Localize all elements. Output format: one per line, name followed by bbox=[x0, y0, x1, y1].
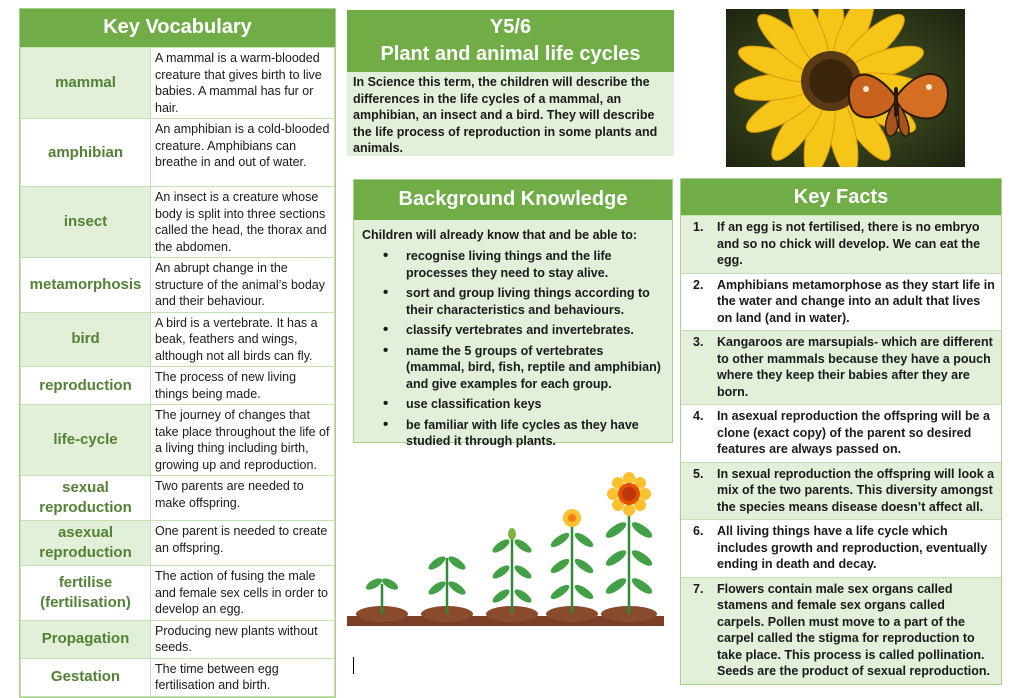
text-cursor bbox=[353, 657, 354, 674]
vocabulary-definition: A bird is a vertebrate. It has a beak, feathers and wings, although not all birds can fly. bbox=[151, 312, 335, 367]
vocabulary-row bbox=[21, 476, 335, 521]
vocabulary-term: sexual reproduction bbox=[21, 476, 151, 521]
key-fact-item bbox=[681, 577, 1001, 684]
plant-growth-illustration bbox=[347, 468, 664, 633]
key-fact-item bbox=[681, 330, 1001, 404]
key-fact-text: In sexual reproduction the offspring will look a mix of the two parents. This diversity amongst the species means disease doesn’t affect all. bbox=[717, 466, 995, 514]
vocabulary-definition: The time between egg fertilisation and birth. bbox=[151, 658, 335, 696]
vocabulary-term: amphibian bbox=[21, 119, 151, 187]
vocabulary-definition: Two parents are needed to make offspring. bbox=[151, 476, 335, 521]
background-list bbox=[354, 248, 672, 450]
vocabulary-term: metamorphosis bbox=[21, 258, 151, 313]
vocabulary-row bbox=[21, 405, 335, 476]
vocabulary-row bbox=[21, 48, 335, 119]
vocabulary-term: Gestation bbox=[21, 658, 151, 696]
vocabulary-term: mammal bbox=[21, 48, 151, 119]
background-item: • name the 5 groups of vertebrates (mammal, bird, fish, reptile and amphibian) and give examples for each group. bbox=[406, 343, 664, 393]
key-facts-panel bbox=[680, 178, 1002, 685]
vocabulary-row bbox=[21, 620, 335, 658]
vocabulary-row bbox=[21, 658, 335, 696]
key-fact-number: 4. bbox=[693, 409, 704, 423]
vocabulary-term: insect bbox=[21, 187, 151, 258]
vocabulary-definition: An insect is a creature whose body is split into three sections called the head, the thorax and the abdomen. bbox=[151, 187, 335, 258]
key-fact-text: In asexual reproduction the offspring will be a clone (exact copy) of the parent so desired features are always passed on. bbox=[717, 409, 990, 456]
vocabulary-term: bird bbox=[21, 312, 151, 367]
key-fact-number: 5. bbox=[693, 466, 704, 481]
year-group: Y5/6 bbox=[489, 16, 532, 38]
key-fact-item bbox=[681, 215, 1001, 273]
key-fact-number: 1. bbox=[693, 220, 704, 234]
key-fact-item bbox=[681, 404, 1001, 462]
vocabulary-row bbox=[21, 566, 335, 621]
topic-intro: In Science this term, the children will describe the differences in the life cycles of a mammal, an amphibian, an insect and a bird. They will describe the life process of reproduction in some plants and animals. bbox=[347, 72, 674, 156]
key-fact-item bbox=[681, 519, 1001, 577]
vocabulary-definition: An abrupt change in the structure of the animal’s boday and their behaviour. bbox=[151, 258, 335, 313]
vocabulary-row bbox=[21, 187, 335, 258]
key-facts-list bbox=[681, 215, 1001, 684]
background-intro: Children will already know that and be able to: bbox=[362, 228, 638, 242]
vocabulary-term: asexual reproduction bbox=[21, 521, 151, 566]
background-item: • recognise living things and the life processes they need to stay alive. bbox=[406, 248, 664, 281]
background-item: • use classification keys bbox=[406, 396, 664, 413]
key-fact-text: All living things have a life cycle which includes growth and reproduction, eventually ending in death and decay. bbox=[717, 524, 988, 571]
vocabulary-definition: The process of new living things being made. bbox=[151, 367, 335, 405]
vocabulary-row bbox=[21, 119, 335, 187]
key-fact-number: 6. bbox=[693, 524, 704, 538]
vocabulary-term: Propagation bbox=[21, 620, 151, 658]
vocabulary-definition: A mammal is a warm-blooded creature that gives birth to live babies. A mammal has fur or hair. bbox=[151, 48, 335, 119]
title-banner bbox=[347, 10, 674, 72]
vocabulary-row bbox=[21, 367, 335, 405]
vocabulary-row bbox=[21, 312, 335, 367]
vocabulary-row bbox=[21, 521, 335, 566]
background-knowledge-panel bbox=[353, 179, 673, 448]
key-vocabulary-title: Key Vocabulary bbox=[20, 9, 335, 47]
vocabulary-term: reproduction bbox=[21, 367, 151, 405]
vocabulary-definition: The journey of changes that take place throughout the life of a living thing including birth, growing up and reproduction. bbox=[151, 405, 335, 476]
key-fact-text: Flowers contain male sex organs called stamens and female sex organs called carpels. Pollen must move to a part of the carpel called the stigma for reproduction to take place. This process is called pollination. Seeds are the product of sexual reproduction. bbox=[717, 581, 990, 678]
sunflower-butterfly-photo bbox=[726, 9, 965, 167]
background-item: • sort and group living things according to their characteristics and behaviours. bbox=[406, 285, 664, 318]
key-fact-number: 3. bbox=[693, 335, 704, 349]
key-fact-text: Amphibians metamorphose as they start life in the water and change into an adult that lives on land (and in water). bbox=[717, 277, 995, 325]
vocabulary-definition: An amphibian is a cold-blooded creature. Amphibians can breathe in and out of water. bbox=[151, 119, 335, 187]
key-fact-item bbox=[681, 462, 1001, 520]
topic-title: Plant and animal life cycles bbox=[380, 43, 641, 65]
background-knowledge-title: Background Knowledge bbox=[354, 180, 672, 220]
vocabulary-definition: Producing new plants without seeds. bbox=[151, 620, 335, 658]
vocabulary-term: fertilise (fertilisation) bbox=[21, 566, 151, 621]
background-item: • classify vertebrates and invertebrates. bbox=[406, 322, 664, 339]
vocabulary-term: life-cycle bbox=[21, 405, 151, 476]
vocabulary-definition: The action of fusing the male and female sex cells in order to develop an egg. bbox=[151, 566, 335, 621]
key-facts-title: Key Facts bbox=[681, 179, 1001, 215]
key-fact-number: 7. bbox=[693, 581, 704, 596]
key-vocabulary-panel bbox=[19, 8, 336, 698]
key-fact-number: 2. bbox=[693, 277, 704, 292]
key-fact-text: If an egg is not fertilised, there is no embryo and so no chick will develop. We can eat the egg. bbox=[717, 220, 981, 267]
vocabulary-table bbox=[20, 47, 335, 697]
key-fact-item bbox=[681, 273, 1001, 331]
vocabulary-row bbox=[21, 258, 335, 313]
key-fact-text: Kangaroos are marsupials- which are different to other mammals because they have a pouch where they keep their babies after they are born. bbox=[717, 335, 993, 399]
vocabulary-definition: One parent is needed to create an offspring. bbox=[151, 521, 335, 566]
background-item: • be familiar with life cycles as they have studied it through plants. bbox=[406, 417, 664, 450]
